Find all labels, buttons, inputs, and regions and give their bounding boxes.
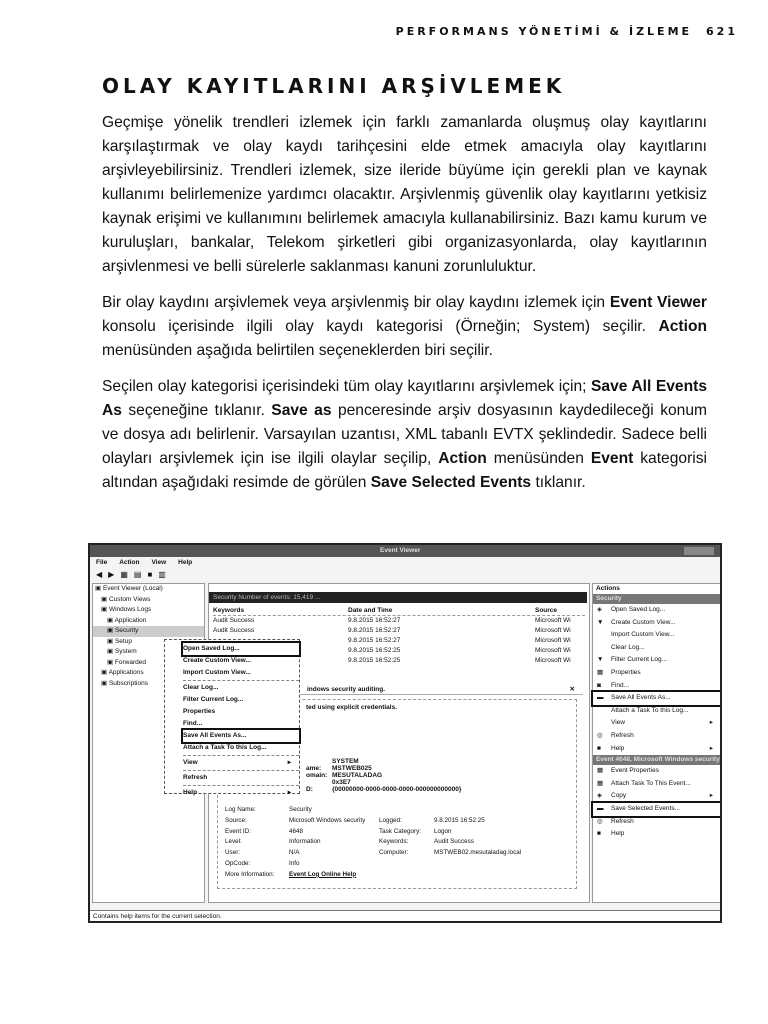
action-label: View — [611, 719, 625, 727]
details-title: indows security auditing. — [307, 686, 386, 693]
field-label: Computer: — [379, 849, 409, 857]
table-cell: 9.8.2015 16:52:27 — [348, 637, 401, 644]
detail-value: MESUTALADAG — [332, 772, 383, 779]
action-icon: ◈ — [597, 792, 602, 800]
action-label: Refresh — [611, 731, 634, 739]
text-run: Geçmişe yönelik trendleri izlemek için farklı zamanlarda oluşmuş olay kayıtlarını karşılaştırmak ve olay kaydı tarihçesini elde etmek amacıyla olay kayıtlarını arşivleyebilirsiniz. Trendleri izlemek, size ileride büyüme için gerekli plan ve kaynak kullanımı belirlemenize yardımcı olacaktır. Arşivlenmiş güvenlik olay kayıtlarını yetkisiz kaynak erişimi ve kullanımını belirlemek amacıyla kullanabilirsiniz. Bazı kamu kurum ve kuruluşları, bankalar, Telekom şirketleri gibi organizasyonlarda, olay kayıtlarının arşivlenmesi ve belli sürelerle saklanması kanuni zorunluluktur. — [102, 114, 707, 275]
paragraph — [102, 111, 707, 279]
detail-label — [306, 779, 332, 786]
folder-icon: ▣ — [107, 637, 115, 645]
bold-term: Action — [438, 450, 487, 467]
section-heading: OLAY KAYITLARINI ARŞİVLEMEK — [102, 74, 566, 98]
context-menu-item[interactable] — [183, 772, 299, 784]
menu-item-label: Save All Events As... — [183, 732, 247, 739]
folder-icon: ▣ — [101, 606, 109, 613]
menu-item-label: Find... — [183, 720, 203, 727]
menu-item-label: Attach a Task To this Log... — [183, 744, 267, 751]
folder-icon: ▣ — [107, 616, 115, 624]
detail-pair — [306, 779, 461, 786]
detail-value: 0x3E7 — [332, 779, 351, 786]
menu-item-label: Import Custom View... — [183, 669, 251, 676]
detail-value: MSTWEB025 — [332, 765, 372, 772]
action-item[interactable] — [593, 778, 721, 791]
action-icon: ■ — [597, 830, 601, 838]
detail-pair — [306, 765, 461, 772]
action-icon: ▦ — [597, 779, 604, 787]
table-cell: 9.8.2015 16:52:25 — [348, 647, 401, 654]
folder-icon: ▣ — [101, 679, 109, 687]
properties-icon[interactable]: ▤ — [133, 570, 142, 579]
field-value: 4648 — [289, 827, 304, 835]
context-menu-item[interactable] — [183, 742, 299, 754]
context-menu-item[interactable] — [183, 718, 299, 730]
text-run: menüsünden aşağıda belirtilen seçeneklerden biri seçilir. — [102, 342, 493, 359]
field-row — [225, 860, 521, 871]
log-title-bar: Security Number of events: 15,419 ... — [209, 592, 587, 603]
menu-item-label: Help — [183, 789, 198, 796]
context-menu-item[interactable] — [183, 787, 299, 799]
close-icon[interactable]: ✕ — [569, 686, 575, 693]
action-item[interactable] — [593, 743, 721, 756]
action-label: Help — [611, 744, 625, 752]
menu-separator — [183, 785, 299, 786]
field-value: Microsoft Windows security — [289, 816, 366, 824]
menu-item-label: Refresh — [183, 774, 208, 781]
menu-item-label: Properties — [183, 708, 216, 715]
context-menu-item[interactable] — [183, 757, 299, 769]
table-cell: Audit Success — [213, 627, 255, 634]
field-label: Logged: — [379, 816, 402, 824]
action-icon: ▬ — [597, 804, 604, 812]
table-cell: Microsoft Wi — [535, 657, 571, 664]
bold-term: Save Selected Events — [370, 474, 532, 491]
action-item[interactable] — [593, 680, 721, 693]
tree-label: Subscriptions — [108, 679, 148, 687]
context-menu-item[interactable] — [183, 667, 299, 679]
text-run: Seçilen olay kategorisi içerisindeki tüm olay kayıtlarını arşivlemek için; — [102, 378, 591, 395]
action-label: Find... — [611, 681, 630, 689]
context-menu-item[interactable] — [183, 694, 299, 706]
action-icon: ▦ — [597, 767, 604, 775]
field-label — [379, 806, 434, 817]
field-label: Task Category: — [379, 827, 421, 835]
tree-label: Application — [114, 616, 147, 624]
detail-label: ame: — [306, 765, 322, 772]
action-label: Filter Current Log... — [611, 656, 667, 664]
bold-term: Event Viewer — [609, 294, 707, 311]
column-header[interactable]: Keywords — [213, 607, 245, 614]
bold-term: Action — [658, 318, 707, 335]
context-menu-item[interactable] — [183, 655, 299, 667]
action-icon: ◙ — [597, 681, 601, 689]
action-label: Clear Log... — [611, 643, 645, 651]
menu-separator — [183, 680, 299, 681]
context-menu-item[interactable] — [183, 643, 299, 655]
actions-section[interactable]: Event 4648, Microsoft Windows security — [593, 755, 721, 765]
action-icon: ▼ — [597, 618, 604, 626]
action-label: Attach Task To This Event... — [611, 779, 691, 787]
action-item[interactable] — [593, 790, 721, 803]
field-row — [225, 871, 521, 882]
tree-label: Windows Logs — [108, 606, 152, 613]
action-item[interactable] — [593, 730, 721, 743]
tree-item[interactable] — [93, 605, 204, 616]
table-cell: 9.8.2015 16:52:25 — [348, 657, 401, 664]
tree-item[interactable] — [93, 584, 204, 595]
title-bar — [90, 545, 720, 557]
action-icon: ◎ — [597, 731, 603, 739]
detail-value: {00000000-0000-0000-0000-000000000000} — [332, 786, 462, 793]
menu-view[interactable]: View — [151, 559, 167, 566]
action-label: Event Properties — [611, 767, 660, 775]
detail-pair — [306, 786, 461, 793]
tree-item[interactable] — [93, 616, 204, 627]
submenu-arrow-icon: ▸ — [287, 789, 291, 796]
action-item[interactable] — [593, 692, 721, 705]
tree-label: Event Viewer (Local) — [102, 585, 163, 592]
action-item[interactable] — [593, 705, 721, 718]
text-run: Bir olay kaydını arşivlemek veya arşivlenmiş bir olay kaydını izlemek için — [102, 294, 610, 311]
field-value: Info — [289, 859, 300, 867]
action-icon: ■ — [597, 744, 601, 752]
action-label: Save Selected Events... — [611, 804, 681, 812]
folder-icon: ▣ — [107, 648, 115, 655]
field-row — [225, 849, 521, 860]
table-header — [213, 606, 585, 616]
menu-item-label: Create Custom View... — [183, 657, 251, 664]
action-label: Refresh — [611, 817, 634, 825]
field-row — [225, 806, 521, 817]
action-label: Save All Events As... — [611, 694, 671, 702]
paragraph — [102, 291, 707, 363]
tree-label: Forwarded — [114, 658, 147, 666]
back-icon[interactable]: ◀ — [96, 570, 103, 579]
bold-term: Save All Events As — [102, 378, 707, 419]
menu-bar — [96, 559, 192, 566]
menu-help[interactable]: Help — [178, 559, 193, 566]
field-label: Source: — [225, 816, 247, 824]
detail-pairs — [306, 758, 461, 793]
field-row — [225, 838, 521, 849]
text-run: kategorisi altından aşağıdaki resimde de görülen — [102, 450, 707, 491]
action-label: Create Custom View... — [611, 618, 676, 626]
menu-file[interactable]: File — [96, 559, 108, 566]
detail-label: D: — [306, 786, 313, 793]
field-label: Event ID: — [225, 827, 251, 835]
field-value: Audit Success — [434, 838, 474, 846]
page-number: 621 — [706, 25, 738, 38]
text-run: seçeneğine tıklanır. — [121, 402, 272, 419]
action-label: Import Custom View... — [611, 631, 675, 639]
action-item[interactable] — [593, 803, 721, 816]
field-value: Security — [289, 806, 312, 813]
detail-label — [306, 758, 332, 765]
tree-label: Applications — [108, 669, 144, 676]
action-item[interactable] — [593, 667, 721, 680]
text-run: konsolu içerisinde ilgili olay kaydı kategorisi (Örneğin; System) seçilir. — [102, 318, 659, 335]
column-header[interactable]: Date and Time — [348, 607, 393, 614]
action-icon: ◎ — [597, 817, 603, 825]
menu-item-label: Filter Current Log... — [183, 696, 244, 703]
field-label — [379, 860, 434, 871]
table-cell: Microsoft Wi — [535, 637, 571, 644]
folder-icon: ▣ — [101, 595, 109, 603]
field-row — [225, 828, 521, 839]
table-cell: 9.8.2015 16:52:27 — [348, 627, 401, 634]
field-value: Information — [289, 838, 321, 846]
detail-label: omain: — [306, 772, 328, 779]
table-row[interactable] — [213, 626, 585, 636]
folder-icon: ▣ — [107, 658, 115, 666]
text-run: penceresinde arşiv dosyasının kaydedileceği konum ve dosya adı belirlenir. Varsayılan uzantısı, XML tabanlı EVTX şeklindedir. Sadece belli olayları arşivlemek için ise ilgili olaylar seçilip, — [102, 402, 707, 467]
action-item[interactable] — [593, 617, 721, 630]
folder-icon: ▣ — [107, 627, 115, 634]
context-menu — [164, 639, 300, 794]
online-help-link[interactable]: Event Log Online Help — [289, 870, 357, 878]
detail-line: ted using explicit credentials. — [306, 704, 398, 711]
tree-item[interactable] — [93, 595, 204, 606]
submenu-arrow-icon: ▸ — [709, 744, 713, 752]
detail-pair — [306, 772, 461, 779]
table-cell: Audit Success — [213, 617, 255, 624]
table-row[interactable] — [213, 616, 585, 626]
forward-icon[interactable]: ▶ — [108, 570, 115, 579]
help-icon[interactable]: ■ — [147, 570, 153, 579]
tree-label: Custom Views — [108, 595, 151, 603]
action-label: Help — [611, 830, 625, 838]
field-row — [225, 817, 521, 828]
menu-item-label: Open Saved Log... — [183, 645, 240, 652]
text-run: menüsünden — [486, 450, 591, 467]
body-text — [102, 111, 707, 507]
action-icon: ▼ — [597, 656, 604, 664]
action-label: Open Saved Log... — [611, 606, 666, 613]
tree-label: System — [114, 648, 137, 655]
field-label: User: — [225, 849, 241, 857]
action-icon: ◈ — [597, 606, 602, 613]
menu-item-label: View — [183, 759, 198, 766]
column-header[interactable]: Source — [535, 607, 558, 614]
pane-icon[interactable]: ▥ — [158, 570, 166, 579]
action-icon: ▬ — [597, 694, 604, 702]
detail-value: SYSTEM — [332, 758, 359, 765]
action-label: Attach a Task To this Log... — [611, 706, 689, 714]
menu-action[interactable]: Action — [119, 559, 140, 566]
submenu-arrow-icon: ▸ — [709, 792, 713, 800]
menu-item-label: Clear Log... — [183, 684, 219, 691]
paragraph — [102, 375, 707, 495]
table-cell: 9.8.2015 16:52:27 — [348, 617, 401, 624]
context-menu-item[interactable] — [183, 682, 299, 694]
running-title: PERFORMANS YÖNETİMİ & İZLEME — [395, 25, 693, 38]
tree-label: Setup — [114, 637, 132, 645]
tree-label: Security — [114, 627, 139, 634]
submenu-arrow-icon: ▸ — [709, 719, 713, 727]
field-label: Keywords: — [379, 838, 409, 846]
submenu-arrow-icon: ▸ — [287, 759, 291, 766]
field-value: 9.8.2015 16:52:25 — [434, 816, 485, 824]
field-value: MSTWEB02.mesutaladag.local — [434, 849, 522, 857]
action-item[interactable] — [593, 642, 721, 655]
field-label: Log Name: — [225, 806, 256, 813]
action-label: Properties — [611, 668, 641, 676]
action-icon: ▦ — [597, 668, 604, 676]
tree-item[interactable] — [93, 626, 204, 637]
toolbar — [96, 570, 166, 579]
folder-icon: ▣ — [101, 669, 109, 676]
bold-term: Event — [590, 450, 634, 467]
status-bar: Contains help items for the current selection. — [90, 910, 720, 921]
action-item[interactable] — [593, 828, 721, 841]
field-label: More Information: — [225, 870, 275, 878]
actions-header: Actions — [596, 585, 620, 592]
field-label: Level: — [225, 838, 242, 846]
event-viewer-screenshot — [88, 543, 722, 923]
running-header — [396, 25, 738, 38]
bold-term: Save as — [271, 402, 332, 419]
action-item[interactable] — [593, 717, 721, 730]
action-item[interactable] — [593, 654, 721, 667]
menu-separator — [183, 755, 299, 756]
menu-separator — [183, 770, 299, 771]
field-value: Logon — [434, 827, 452, 835]
tree-icon[interactable]: ▦ — [120, 570, 128, 579]
table-cell: Microsoft Wi — [535, 647, 571, 654]
field-value: N/A — [289, 849, 300, 857]
action-item[interactable] — [593, 629, 721, 642]
action-item[interactable] — [593, 765, 721, 778]
action-item[interactable] — [593, 816, 721, 829]
action-label: Copy — [611, 792, 627, 800]
folder-icon: ▣ — [95, 585, 103, 592]
context-menu-item[interactable] — [183, 706, 299, 718]
detail-pair — [306, 758, 461, 765]
event-fields — [225, 806, 521, 882]
text-run: tıklanır. — [531, 474, 586, 491]
table-cell: Microsoft Wi — [535, 627, 571, 634]
action-item[interactable] — [593, 604, 721, 617]
table-cell: Microsoft Wi — [535, 617, 571, 624]
actions-section[interactable]: Security — [593, 594, 721, 604]
window-title: Event Viewer — [380, 547, 421, 554]
context-menu-item[interactable] — [183, 730, 299, 742]
actions-pane — [592, 583, 722, 903]
field-label: OpCode: — [225, 859, 251, 867]
window-controls — [684, 547, 714, 555]
